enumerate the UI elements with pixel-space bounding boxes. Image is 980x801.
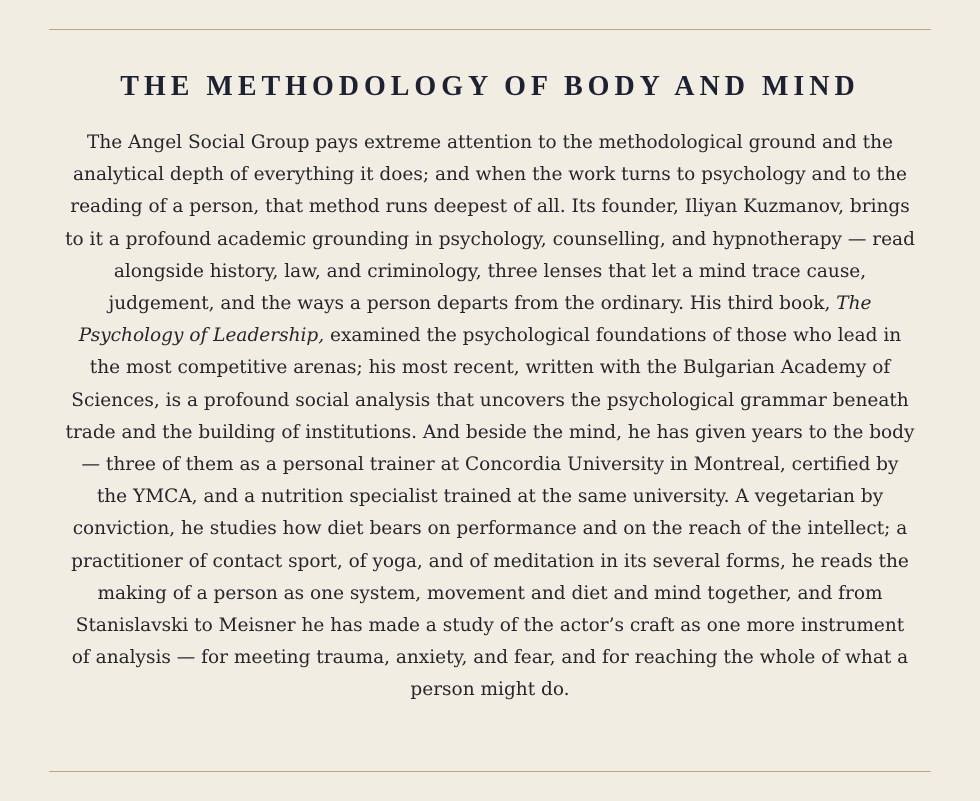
paragraph-text-part-1: The Angel Social Group pays extreme attention to the methodological ground and the analytical depth of everything it does; and when the work turns to psychology and to the reading of a person, that method runs deepest of all. Its founder, Iliyan Kuzmanov, brings to it a profound academic grounding in psychology, counselling, and hypnotherapy — read alongside history, law, and criminology, three lenses that let a mind trace cause, judgement, and the ways a person departs from the ordinary. His third book,	[65, 132, 915, 315]
book-title: The Psychology of Leadership,	[78, 293, 872, 347]
section-title: THE METHODOLOGY OF BODY AND MIND	[120, 71, 860, 102]
body-paragraph	[64, 127, 916, 707]
top-divider	[49, 29, 931, 30]
bottom-divider	[49, 771, 931, 772]
paragraph-text-part-2: examined the psychological foundations of those who lead in the most competitive arenas; his most recent, written with the Bulgarian Academy of Sciences, is a profound social analysis that uncovers the psychological grammar beneath trade and the building of institutions. And beside the mind, he has given years to the body — three of them as a personal trainer at Concordia University in Montreal, certified by the YMCA, and a nutrition specialist trained at the same university. A vegetarian by conviction, he studies how diet bears on performance and on the reach of the intellect; a practitioner of contact sport, of yoga, and of meditation in its several forms, he reads the making of a person as one system, movement and diet and mind together, and from Stanislavski to Meisner he has made a study of the actor’s craft as one more instrument of analysis — for meeting trauma, anxiety, and fear, and for reaching the whole of what a person might do.	[65, 325, 915, 701]
